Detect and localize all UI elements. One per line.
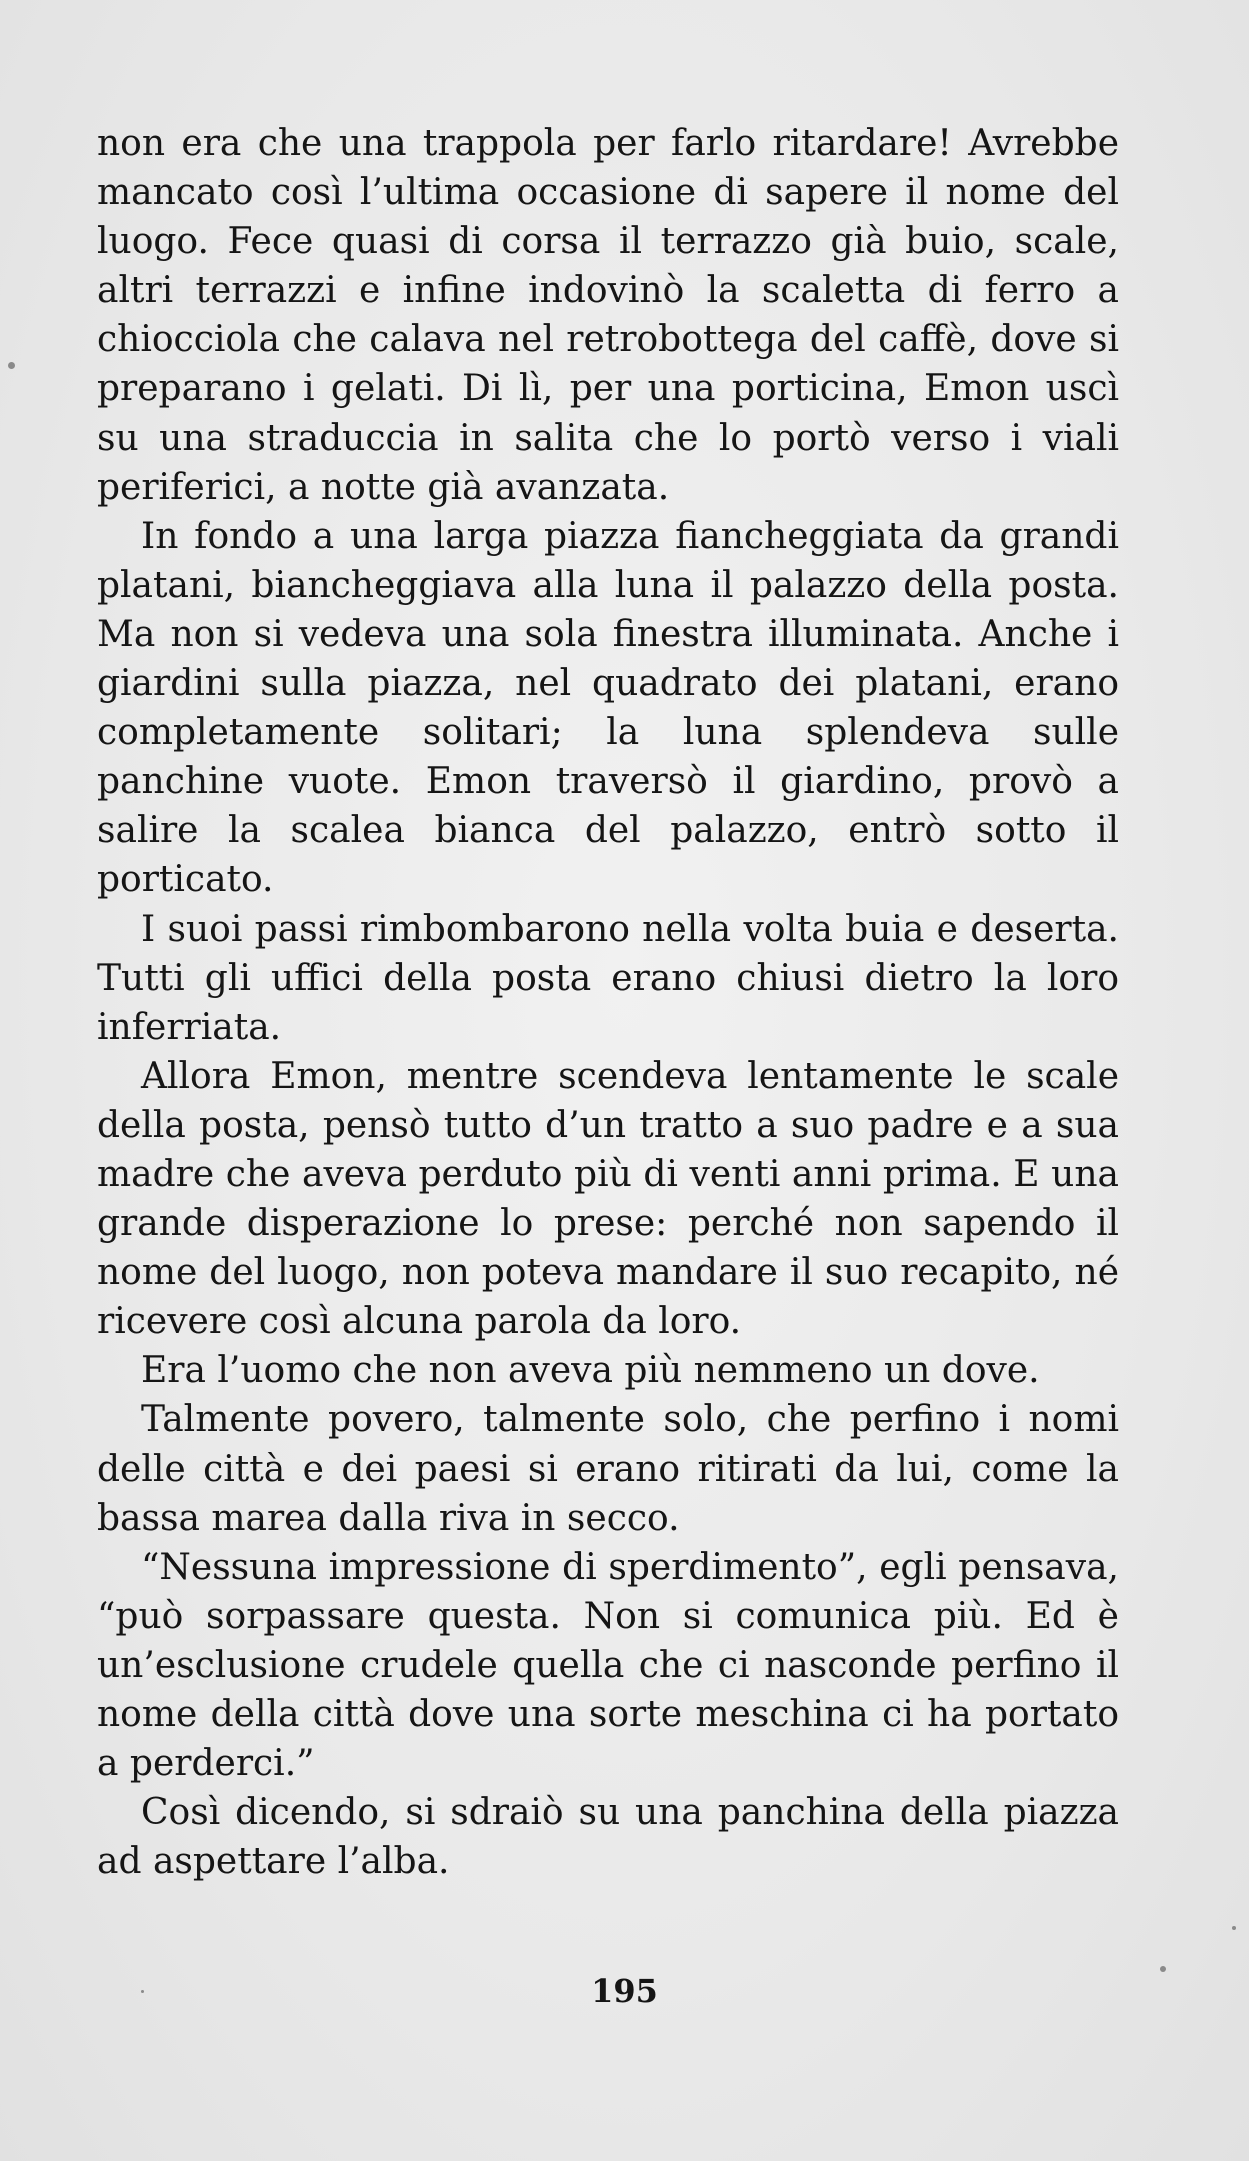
paper-speck: [1160, 1966, 1166, 1972]
body-text: [97, 119, 1119, 1886]
paragraph-2: In fondo a una larga piazza fiancheggiata da grandi platani, biancheggiava alla luna il palazzo della posta. Ma non si vedeva una sola finestra illuminata. Anche i giardini sulla piazza, nel quadrato dei platani, erano completamente solitari; la luna splendeva sulle panchine vuote. Emon traversò il giardino, provò a salire la scalea bianca del palazzo, entrò sotto il porticato.: [97, 515, 1119, 901]
paper-speck: [141, 1990, 144, 1993]
paragraph-5: Era l’uomo che non aveva più nemmeno un dove.: [141, 1350, 1040, 1392]
paragraph-8: Così dicendo, si sdraiò su una panchina della piazza ad aspettare l’alba.: [97, 1792, 1119, 1883]
paragraph-4: Allora Emon, mentre scendeva lentamente le scale della posta, pensò tutto d’un tratto a suo padre e a sua madre che aveva perduto più di venti anni prima. E una grande disperazione lo prese: perché non sapendo il nome del luogo, non poteva mandare il suo recapito, né ricevere così alcuna parola da loro.: [97, 1055, 1119, 1343]
paper-speck: [8, 362, 15, 369]
paragraph-7: “Nessuna impressione di sperdimento”, egli pensava, “può sorpassare questa. Non si comunica più. Ed è un’esclusione crudele quella che ci nasconde perfino il nome della città dove una sorte meschina ci ha portato a perderci.”: [97, 1546, 1119, 1785]
paragraph-1: non era che una trappola per farlo ritardare! Avrebbe mancato così l’ultima occasione di sapere il nome del luogo. Fece quasi di corsa il terrazzo già buio, scale, altri terrazzi e infine indovinò la scaletta di ferro a chiocciola che calava nel retrobottega del caffè, dove si preparano i gelati. Di lì, per una porticina, Emon uscì su una straduccia in salita che lo portò verso i viali periferici, a notte già avanzata.: [97, 123, 1119, 508]
paragraph-6: Talmente povero, talmente solo, che perfino i nomi delle città e dei paesi si erano ritirati da lui, come la bassa marea dalla riva in secco.: [97, 1399, 1119, 1539]
paragraph-3: I suoi passi rimbombarono nella volta buia e deserta. Tutti gli uffici della posta erano chiusi dietro la loro inferriata.: [97, 908, 1119, 1048]
page-number: 195: [591, 1972, 658, 2010]
paper-speck: [1232, 1926, 1236, 1930]
